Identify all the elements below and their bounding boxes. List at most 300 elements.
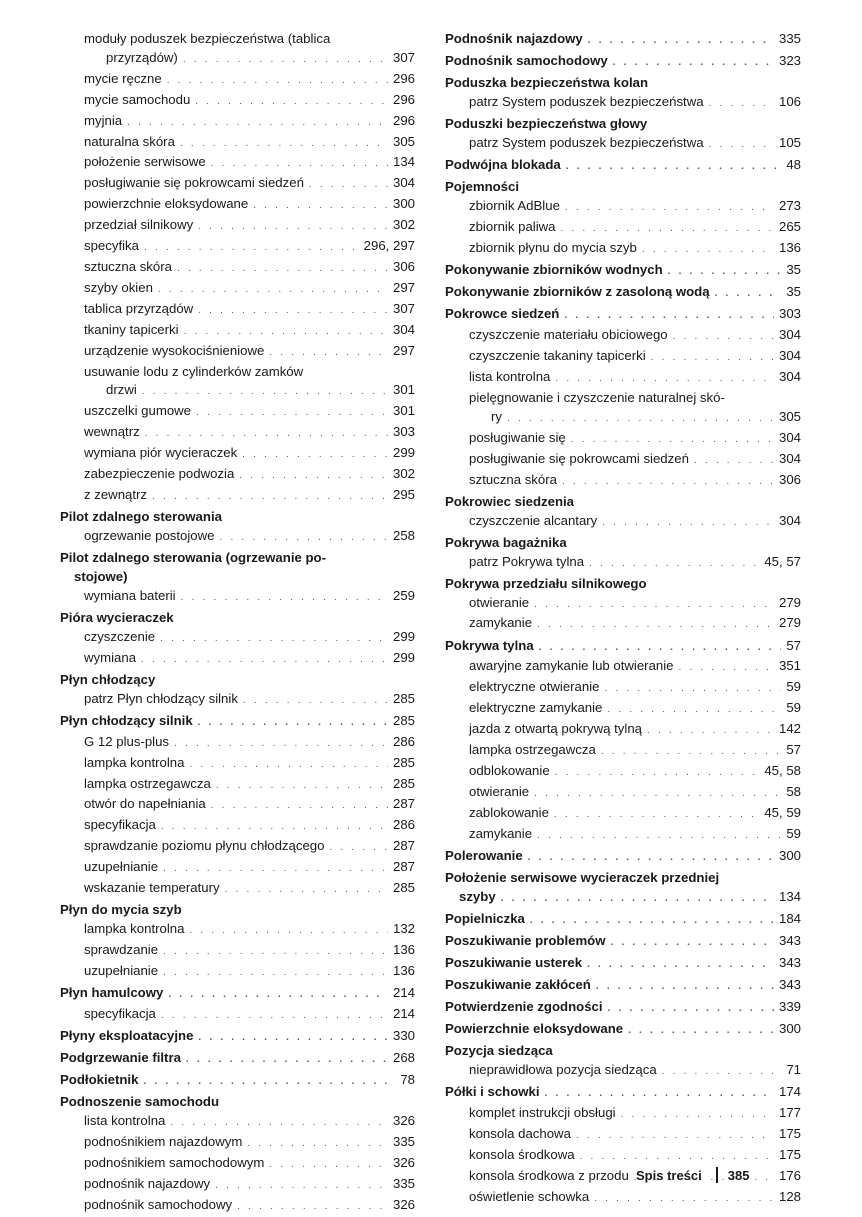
index-term: Pokrywa bagażnika: [445, 534, 567, 550]
index-subentry: [445, 239, 801, 260]
index-heading: [445, 910, 801, 931]
index-term: czyszczenie alcantary: [469, 512, 598, 528]
index-term: tkaniny tapicerki: [84, 321, 179, 337]
index-term: komplet instrukcji obsługi: [469, 1105, 616, 1121]
page-reference: 45, 58: [764, 762, 801, 778]
index-heading: [445, 1083, 801, 1104]
page-reference: 106: [778, 94, 801, 110]
dot-leader: [662, 1063, 782, 1082]
index-term: otwieranie: [469, 783, 530, 799]
dot-leader: [715, 285, 782, 304]
index-term: patrz System poduszek bezpieczeństwa: [469, 94, 704, 110]
index-term: uszczelki gumowe: [84, 403, 192, 419]
page-reference: 326: [392, 1155, 415, 1170]
page-reference: 214: [392, 985, 415, 1000]
dot-leader: [501, 890, 774, 909]
index-term: Poduszka bezpieczeństwa kolan: [445, 75, 649, 91]
page-reference: 258: [392, 527, 415, 543]
footer-section-label: Spis treści: [636, 1167, 702, 1183]
index-column-right: [445, 30, 801, 1209]
index-subentry: [60, 237, 415, 258]
index-subentry: [60, 1154, 415, 1175]
index-term: uzupełnianie: [84, 859, 159, 875]
index-term: ry: [491, 408, 502, 424]
index-term: lista kontrolna: [84, 1113, 166, 1129]
index-subentry: [60, 1005, 415, 1026]
index-term: ogrzewanie postojowe: [84, 527, 215, 543]
page-reference: 351: [778, 658, 801, 674]
page-reference: 304: [778, 512, 801, 528]
index-term: uzupełnianie: [84, 962, 159, 978]
index-term: lampka kontrolna: [84, 921, 185, 937]
page-reference: 343: [778, 977, 801, 993]
page-reference: 306: [778, 471, 801, 487]
index-term: urządzenie wysokociśnieniowe: [84, 342, 265, 358]
index-term: sprawdzanie poziomu płynu chłodzącego: [84, 838, 325, 854]
dot-leader: [152, 488, 388, 507]
dot-leader: [253, 197, 388, 216]
index-term: Podnośnik najazdowy: [445, 31, 583, 46]
index-term: szyby: [459, 888, 496, 904]
page-reference: 295: [392, 486, 415, 502]
index-heading: [445, 954, 801, 975]
dot-leader: [537, 827, 781, 846]
page-reference: 58: [786, 783, 801, 799]
index-subentry: [445, 197, 801, 218]
page-reference: 57: [786, 742, 801, 758]
index-subentry: [445, 1125, 801, 1146]
page-reference: 286: [392, 817, 415, 833]
index-subentry: [60, 1175, 415, 1196]
index-subentry: [445, 512, 801, 533]
dot-leader: [225, 881, 388, 900]
index-term: Pokonywanie zbiorników wodnych: [445, 262, 663, 278]
index-heading: [445, 534, 801, 553]
page-reference: 307: [392, 300, 415, 316]
page-reference: 136: [392, 942, 415, 957]
dot-leader: [181, 589, 388, 608]
index-term: konsola środkowa z przodu: [469, 1168, 629, 1184]
dot-leader: [507, 410, 774, 429]
index-heading: [445, 261, 801, 282]
page-reference: 45, 59: [764, 804, 801, 820]
page-reference: 287: [392, 859, 415, 875]
index-subentry: [60, 279, 415, 300]
page-reference: 279: [778, 615, 801, 631]
index-subentry: [445, 614, 801, 635]
index-subentry: [445, 825, 801, 846]
dot-leader: [242, 446, 388, 465]
index-term: Pokrywa tylna: [445, 637, 534, 653]
page-reference: 304: [778, 348, 801, 364]
index-subentry: [60, 733, 415, 754]
dot-leader: [161, 818, 388, 837]
page-reference: 300: [778, 1021, 801, 1037]
dot-leader: [576, 1127, 774, 1146]
page-reference: 323: [778, 53, 801, 69]
index-heading: [445, 52, 801, 73]
index-subentry: [60, 690, 415, 711]
page-reference: 273: [778, 198, 801, 214]
page-reference: 45, 57: [764, 553, 801, 569]
index-term: wskazanie temperatury: [84, 880, 220, 896]
dot-leader: [177, 260, 388, 279]
index-heading: [60, 1093, 415, 1112]
index-term: patrz System poduszek bezpieczeństwa: [469, 135, 704, 151]
page-reference: 59: [786, 679, 801, 695]
index-subentry: [60, 837, 415, 858]
index-subentry: [445, 1188, 801, 1209]
index-subentry: [60, 486, 415, 507]
index-term: Podnośnik samochodowy: [445, 53, 608, 69]
dot-leader: [167, 72, 388, 91]
dot-leader: [198, 1029, 388, 1048]
dot-leader: [602, 514, 774, 533]
page-reference: 285: [392, 712, 415, 728]
index-term: posługiwanie się: [469, 429, 566, 445]
page-reference: 296: [392, 112, 415, 128]
index-subentry: [60, 133, 415, 154]
index-term: specyfikacja: [84, 1005, 156, 1021]
dot-leader: [545, 1085, 774, 1104]
page-reference: 330: [392, 1028, 415, 1043]
dot-leader: [196, 404, 388, 423]
page-reference: 214: [392, 1005, 415, 1021]
dot-leader: [539, 639, 782, 658]
index-subentry: [60, 465, 415, 486]
index-term: patrz Płyn chłodzący silnik: [84, 690, 238, 706]
page-reference: 305: [392, 133, 415, 149]
index-term: Poduszki bezpieczeństwa głowy: [445, 116, 648, 132]
index-term: czyszczenie takaniny tapicerki: [469, 348, 646, 364]
page-reference: 268: [392, 1050, 415, 1066]
dot-leader: [537, 616, 774, 635]
index-subentry: [60, 174, 415, 195]
index-subentry: [60, 91, 415, 112]
index-heading: [60, 508, 415, 527]
index-subentry: [60, 920, 415, 941]
index-term: wewnątrz: [84, 424, 140, 440]
dot-leader: [163, 964, 388, 983]
page-reference: 299: [392, 628, 415, 644]
index-term: podnośnikiem samochodowym: [84, 1155, 265, 1170]
index-subentry: [445, 134, 801, 155]
dot-leader: [534, 785, 781, 804]
page-reference: 175: [778, 1147, 801, 1163]
index-subentry: [60, 858, 415, 879]
index-term: moduły poduszek bezpieczeństwa (tablica: [84, 31, 331, 46]
page-reference: 300: [778, 847, 801, 863]
index-heading: [445, 30, 801, 51]
page-reference: 326: [392, 1113, 415, 1129]
page-reference: 177: [778, 1105, 801, 1121]
dot-leader: [220, 529, 388, 548]
index-term: Potwierdzenie zgodności: [445, 999, 603, 1015]
index-term: zabezpieczenie podwozia: [84, 466, 235, 482]
index-subentry: [60, 879, 415, 900]
index-heading: [445, 305, 801, 326]
index-subentry: [60, 195, 415, 216]
index-subentry: [60, 1133, 415, 1154]
index-term: czyszczenie materiału obiciowego: [469, 327, 668, 343]
index-term: Poszukiwanie usterek: [445, 955, 583, 971]
index-term: sprawdzanie: [84, 942, 159, 957]
index-subentry: [445, 678, 801, 699]
page-reference: 304: [778, 369, 801, 384]
index-subentry: [445, 1061, 801, 1082]
index-subentry: [60, 775, 415, 796]
page-reference: 303: [392, 424, 415, 440]
index-term: zbiornik paliwa: [469, 219, 556, 235]
index-subentry: [60, 1196, 415, 1217]
page-number: 385: [727, 1167, 750, 1183]
page-reference: 304: [778, 429, 801, 445]
index-term: podnośnikiem najazdowym: [84, 1134, 243, 1150]
page-reference: 304: [778, 327, 801, 343]
dot-leader: [198, 302, 388, 321]
dot-leader: [530, 912, 774, 931]
page-reference: 105: [778, 135, 801, 151]
page-reference: 285: [392, 880, 415, 896]
page-footer: [636, 1167, 749, 1183]
dot-leader: [183, 51, 388, 70]
index-subentry: [60, 816, 415, 837]
index-column-left: [60, 30, 415, 1217]
page-reference: 297: [392, 279, 415, 295]
dot-leader: [215, 1177, 388, 1196]
dot-leader: [594, 1190, 774, 1209]
index-term: posługiwanie się pokrowcami siedzeń: [84, 175, 304, 191]
index-term: Pokrowiec siedzenia: [445, 493, 574, 509]
page-reference: 307: [392, 49, 415, 65]
dot-leader: [189, 756, 388, 775]
index-subentry: [445, 804, 801, 825]
page-reference: 296: [392, 91, 415, 107]
dot-leader: [170, 1114, 388, 1133]
index-term: Pokonywanie zbiorników z zasoloną wodą: [445, 284, 710, 300]
index-term: mycie samochodu: [84, 91, 191, 107]
index-term: zamykanie: [469, 825, 533, 841]
index-term: usuwanie lodu z cylinderków zamków: [84, 363, 304, 379]
dot-leader: [709, 95, 774, 114]
index-heading: [445, 156, 801, 177]
index-term: Powierzchnie eloksydowane: [445, 1021, 624, 1037]
dot-leader: [168, 986, 388, 1005]
dot-leader: [184, 323, 388, 342]
index-heading: [445, 178, 801, 197]
index-term: otwór do napełniania: [84, 796, 206, 812]
dot-leader: [211, 155, 388, 174]
index-subentry: [60, 300, 415, 321]
index-term: G 12 plus-plus: [84, 733, 170, 749]
index-term: drzwi: [106, 382, 137, 398]
index-subentry: [445, 450, 801, 471]
index-term: powierzchnie eloksydowane: [84, 196, 249, 212]
page-reference: 59: [786, 825, 801, 841]
dot-leader: [198, 218, 388, 237]
dot-leader: [694, 452, 774, 471]
dot-leader: [613, 54, 774, 73]
index-term: specyfikacja: [84, 817, 156, 833]
page-reference: 285: [392, 754, 415, 770]
index-term: lampka ostrzegawcza: [84, 775, 211, 791]
index-subentry: [60, 444, 415, 465]
index-heading: [60, 984, 415, 1005]
index-term: pielęgnowanie i czyszczenie naturalnej skó-: [469, 389, 725, 405]
dot-leader: [588, 32, 774, 51]
page-reference: 184: [778, 910, 801, 926]
index-term: podnośnik samochodowy: [84, 1196, 233, 1212]
index-heading: [60, 671, 415, 690]
index-heading: [60, 549, 415, 568]
dot-leader: [555, 370, 774, 389]
dot-leader: [596, 978, 774, 997]
dot-leader: [587, 956, 774, 975]
index-term: Pióra wycieraczek: [60, 609, 174, 625]
index-subentry-continuation: [60, 381, 415, 402]
index-subentry-wrap: [60, 30, 415, 49]
index-subentry: [60, 216, 415, 237]
index-term: wymiana: [84, 649, 137, 665]
index-subentry: [60, 112, 415, 133]
index-subentry: [445, 1104, 801, 1125]
dot-leader: [186, 1051, 388, 1070]
page-reference: 300: [392, 196, 415, 212]
dot-leader: [534, 596, 774, 615]
index-term: Pokrowce siedzeń: [445, 306, 560, 322]
index-term: wymiana piór wycieraczek: [84, 445, 238, 461]
index-term: Płyn chłodzący silnik: [60, 712, 193, 728]
index-subentry: [60, 342, 415, 363]
index-term: położenie serwisowe: [84, 154, 206, 170]
dot-leader: [562, 473, 774, 492]
page-reference: 335: [392, 1175, 415, 1191]
dot-leader: [642, 241, 774, 260]
index-heading: [445, 637, 801, 658]
index-subentry: [60, 258, 415, 279]
dot-leader: [621, 1106, 774, 1125]
page-reference: 299: [392, 445, 415, 461]
index-term: Pozycja siedząca: [445, 1043, 553, 1059]
index-term: nieprawidłowa pozycja siedząca: [469, 1062, 657, 1078]
index-heading: [445, 1020, 801, 1041]
dot-leader: [145, 425, 388, 444]
index-term: tablica przyrządów: [84, 300, 194, 316]
dot-leader: [528, 849, 774, 868]
index-heading: [60, 609, 415, 628]
index-term: lampka ostrzegawcza: [469, 742, 596, 758]
index-subentry: [445, 553, 801, 574]
dot-leader: [243, 692, 388, 711]
index-subentry: [60, 649, 415, 670]
dot-leader: [269, 344, 388, 363]
index-subentry: [445, 471, 801, 492]
index-subentry: [445, 429, 801, 450]
index-subentry: [60, 962, 415, 983]
index-term: odblokowanie: [469, 762, 550, 778]
page-reference: 339: [778, 999, 801, 1015]
page-reference: 299: [392, 649, 415, 665]
index-heading: [445, 283, 801, 304]
page-reference: 259: [392, 587, 415, 603]
index-subentry: [445, 657, 801, 678]
page-reference: 134: [778, 888, 801, 904]
page-reference: 265: [778, 219, 801, 235]
index-subentry: [445, 594, 801, 615]
page-reference: 306: [392, 258, 415, 274]
index-heading: [60, 712, 415, 733]
footer-divider: [716, 1167, 718, 1183]
index-term: Pokrywa przedziału silnikowego: [445, 575, 647, 591]
index-subentry: [445, 218, 801, 239]
index-term: konsola dachowa: [469, 1126, 571, 1142]
index-term: elektryczne zamykanie: [469, 700, 603, 716]
dot-leader: [554, 806, 759, 825]
index-subentry: [60, 402, 415, 423]
dot-leader: [216, 777, 388, 796]
index-subentry: [445, 741, 801, 762]
index-term: Podgrzewanie filtra: [60, 1050, 181, 1066]
page-reference: 35: [786, 262, 801, 278]
dot-leader: [247, 1135, 388, 1154]
page-reference: 286: [392, 733, 415, 749]
index-subentry: [60, 587, 415, 608]
index-subentry: [60, 1112, 415, 1133]
index-subentry: [445, 783, 801, 804]
index-term: Półki i schowki: [445, 1084, 540, 1100]
dot-leader: [610, 934, 774, 953]
dot-leader: [163, 860, 388, 879]
dot-leader: [555, 764, 760, 783]
index-term: Polerowanie: [445, 847, 523, 863]
page-reference: 302: [392, 217, 415, 233]
dot-leader: [180, 135, 388, 154]
page-reference: 128: [778, 1188, 801, 1204]
dot-leader: [161, 1007, 388, 1026]
page-reference: 279: [778, 594, 801, 610]
index-heading: [445, 115, 801, 134]
page-reference: 285: [392, 690, 415, 706]
page-reference: 343: [778, 932, 801, 948]
index-subentry: [445, 347, 801, 368]
index-term: awaryjne zamykanie lub otwieranie: [469, 658, 674, 674]
dot-leader: [601, 743, 782, 762]
page-reference: 285: [392, 775, 415, 791]
index-term: przedział silnikowy: [84, 217, 194, 233]
index-heading: [445, 998, 801, 1019]
page-reference: 175: [778, 1126, 801, 1142]
index-term: zamykanie: [469, 615, 533, 631]
page-reference: 335: [392, 1134, 415, 1150]
page-reference: 303: [778, 306, 801, 322]
page-reference: 71: [786, 1062, 801, 1078]
index-subentry-continuation: [445, 408, 801, 429]
index-term: oświetlenie schowka: [469, 1188, 590, 1204]
dot-leader: [143, 1073, 395, 1092]
index-subentry: [445, 720, 801, 741]
dot-leader: [628, 1022, 774, 1041]
dot-leader: [174, 735, 388, 754]
page-reference: 142: [778, 721, 801, 737]
dot-leader: [160, 630, 388, 649]
page-reference: 305: [778, 408, 801, 424]
page-reference: 304: [778, 450, 801, 466]
dot-leader: [195, 93, 388, 112]
index-term: mycie ręczne: [84, 70, 162, 86]
page-reference: 302: [392, 466, 415, 482]
index-term: elektryczne otwieranie: [469, 679, 600, 695]
index-term: Popielniczka: [445, 910, 525, 926]
